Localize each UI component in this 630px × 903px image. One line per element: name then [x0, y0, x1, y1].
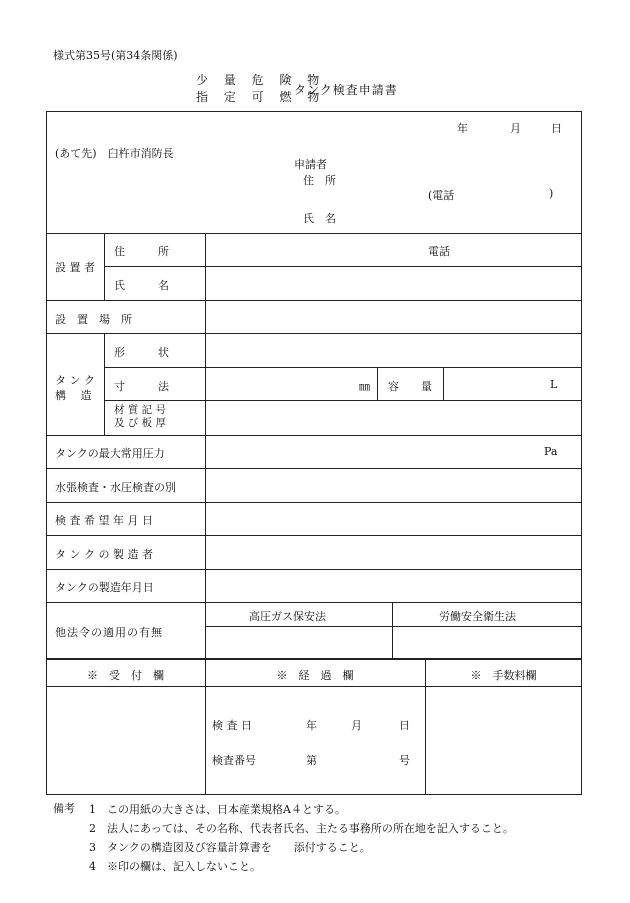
rule	[104, 400, 582, 401]
tank-dimension-label: 寸 法	[114, 380, 169, 393]
inspection-number-prefix: 第	[306, 754, 317, 767]
rule	[46, 333, 582, 334]
rule	[443, 367, 444, 400]
test-type-label: 水張検査・水圧検査の別	[55, 481, 176, 494]
capacity-label: 容 量	[388, 380, 432, 393]
note-item: 2 法人にあっては、その名称、代表者氏名、主たる事務所の所在地を記入すること。	[89, 822, 514, 835]
title-line-2: 指 定 可 燃 物	[196, 90, 326, 104]
date-day-label: 日	[551, 122, 562, 135]
rule	[104, 266, 582, 267]
inspection-number-suffix: 号	[399, 754, 410, 767]
max-pressure-label: タンクの最大常用圧力	[55, 447, 165, 460]
installer-label: 設 置 者	[55, 261, 95, 274]
title-line-1: 少 量 危 険 物	[196, 73, 326, 87]
material-line-2: 及 び 板 厚	[114, 417, 167, 429]
tank-shape-label: 形 状	[114, 346, 169, 359]
rule	[104, 233, 105, 300]
applicant-phone-label: (電話	[428, 189, 455, 202]
rule	[205, 626, 582, 627]
pressure-unit: Pa	[544, 445, 558, 458]
material-thickness-label	[114, 404, 166, 430]
addressee: (あて先) 臼杵市消防長	[55, 147, 174, 160]
rule	[104, 367, 582, 368]
rule	[46, 686, 582, 687]
material-line-1: 材 質 記 号	[114, 404, 167, 416]
tank-structure-label-line1: タ ン ク	[55, 374, 95, 387]
rule	[46, 602, 582, 603]
note-item: 1 この用紙の大きさは、日本産業規格A４とする。	[89, 803, 346, 816]
note-item: 4 ※印の欄は、記入しないこと。	[89, 860, 261, 873]
inspection-year: 年	[306, 719, 317, 732]
other-laws-label: 他法令の適用の有無	[55, 626, 163, 639]
date-year-label: 年	[457, 122, 468, 135]
rule	[46, 300, 582, 301]
form-number: 様式第35号(第34条関係)	[53, 49, 178, 62]
rule	[46, 468, 582, 469]
applicant-phone-close: )	[549, 187, 554, 200]
inspection-day: 日	[399, 719, 410, 732]
rule	[46, 233, 582, 234]
applicant-name-label: 氏 名	[303, 212, 336, 225]
inspection-date-label: 検 査 日	[212, 719, 252, 732]
applicant-label: 申請者	[294, 158, 327, 171]
rule	[46, 502, 582, 503]
notes-list	[89, 800, 514, 876]
date-month-label: 月	[510, 122, 521, 135]
progress-header: ※ 経 過 欄	[276, 669, 354, 682]
manufacture-date-label: タンクの製造年月日	[55, 581, 154, 594]
installer-address-label: 住 所	[114, 245, 169, 258]
applicant-address-label: 住 所	[303, 174, 336, 187]
desired-date-label: 検 査 希 望 年 月 日	[55, 514, 153, 527]
note-item: 3 タンクの構造図及び容量計算書を 添付すること。	[89, 841, 371, 854]
mm-unit: ㎜	[359, 380, 370, 393]
rule	[104, 333, 105, 435]
inspection-month: 月	[351, 719, 362, 732]
industrial-safety-law: 労働安全衛生法	[439, 610, 516, 623]
tank-structure-label-line2: 構 造	[55, 389, 92, 402]
fee-header: ※ 手数料欄	[470, 669, 537, 682]
liter-unit: L	[550, 378, 558, 391]
rule	[205, 233, 206, 659]
rule	[46, 569, 582, 570]
rule	[46, 435, 582, 436]
rule	[46, 535, 582, 536]
rule	[392, 602, 393, 659]
installer-name-label: 氏 名	[114, 279, 169, 292]
rule	[377, 367, 378, 400]
tank-structure-label	[55, 373, 95, 403]
inspection-number-label: 検査番号	[212, 754, 256, 767]
reception-header: ※ 受 付 欄	[87, 669, 164, 682]
location-label: 設 置 場 所	[55, 313, 132, 326]
installer-phone-label: 電話	[428, 245, 450, 258]
notes-heading: 備考	[53, 802, 75, 815]
high-pressure-gas-law: 高圧ガス保安法	[249, 610, 326, 623]
manufacturer-label: タ ン ク の 製 造 者	[55, 548, 153, 561]
form-title: タンク検査申請書	[294, 83, 398, 97]
